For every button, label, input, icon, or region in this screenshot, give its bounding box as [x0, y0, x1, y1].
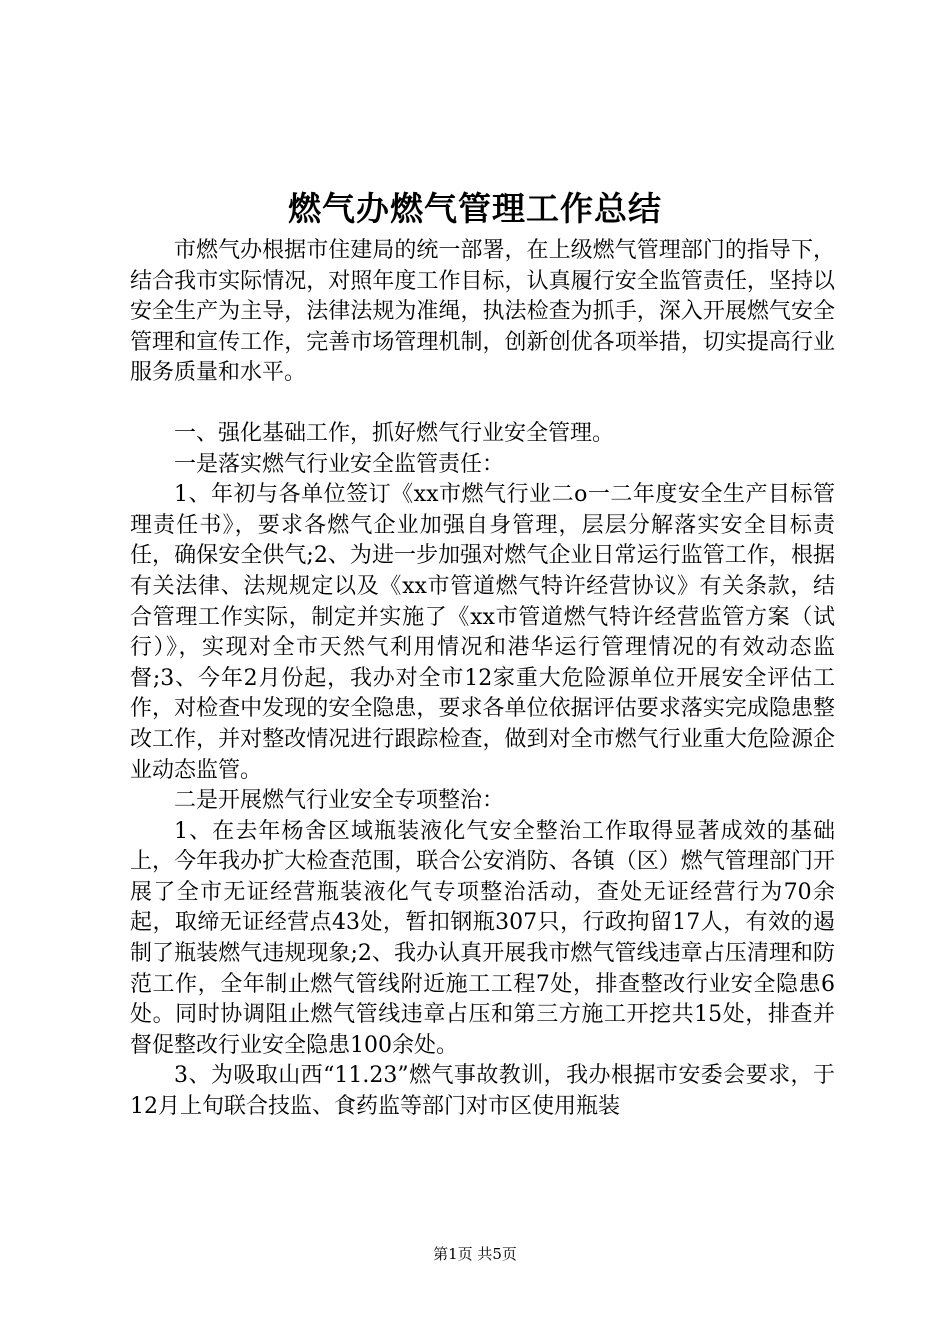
subsection-heading-2: 二是开展燃气行业安全专项整治： [174, 788, 505, 814]
document-title: 燃气办燃气管理工作总结 [288, 189, 662, 228]
document-body [130, 236, 835, 1123]
body-paragraph: 3、为吸取山西“11.23”燃气事故教训，我办根据市安委会要求，于12月上旬联合技监、食药监等部门对市区使用瓶装 [130, 1063, 835, 1120]
page-footer: 第1页 共5页 [433, 1245, 517, 1263]
subsection-heading-1: 一是落实燃气行业安全监管责任： [174, 451, 505, 477]
intro-paragraph: 市燃气办根据市住建局的统一部署，在上级燃气管理部门的指导下，结合我市实际情况，对照年度工作目标，认真履行安全监管责任，坚持以安全生产为主导，法律法规为准绳，执法检查为抓手，深入开展燃气安全管理和宣传工作，完善市场管理机制，创新创优各项举措，切实提高行业服务质量和水平。 [130, 238, 835, 386]
section-heading-1: 一、强化基础工作，抓好燃气行业安全管理。 [174, 420, 615, 446]
body-paragraph: 1、在去年杨舍区域瓶装液化气安全整治工作取得显著成效的基础上，今年我办扩大检查范围，联合公安消防、各镇（区）燃气管理部门开展了全市无证经营瓶装液化气专项整治活动，查处无证经营行为70余起，取缔无证经营点43处，暂扣钢瓶307只，行政拘留17人，有效的遏制了瓶装燃气违规现象;2、我办认真开展我市燃气管线违章占压清理和防范工作，全年制止燃气管线附近施工工程7处，排查整改行业安全隐患6处。同时协调阻止燃气管线违章占压和第三方施工开挖共15处，排查并督促整改行业安全隐患100余处。 [130, 818, 835, 1058]
body-paragraph: 1、年初与各单位签订《xx市燃气行业二ο一二年度安全生产目标管理责任书》，要求各燃气企业加强自身管理，层层分解落实安全目标责任，确保安全供气;2、为进一步加强对燃气企业日常运行监管工作，根据有关法律、法规规定以及《xx市管道燃气特许经营协议》有关条款，结合管理工作实际，制定并实施了《xx市管道燃气特许经营监管方案（试行）》，实现对全市天然气利用情况和港华运行管理情况的有效动态监督;3、今年2月份起，我办对全市12家重大危险源单位开展安全评估工作，对检查中发现的安全隐患，要求各单位依据评估要求落实完成隐患整改工作，并对整改情况进行跟踪检查，做到对全市燃气行业重大危险源企业动态监管。 [130, 482, 835, 783]
